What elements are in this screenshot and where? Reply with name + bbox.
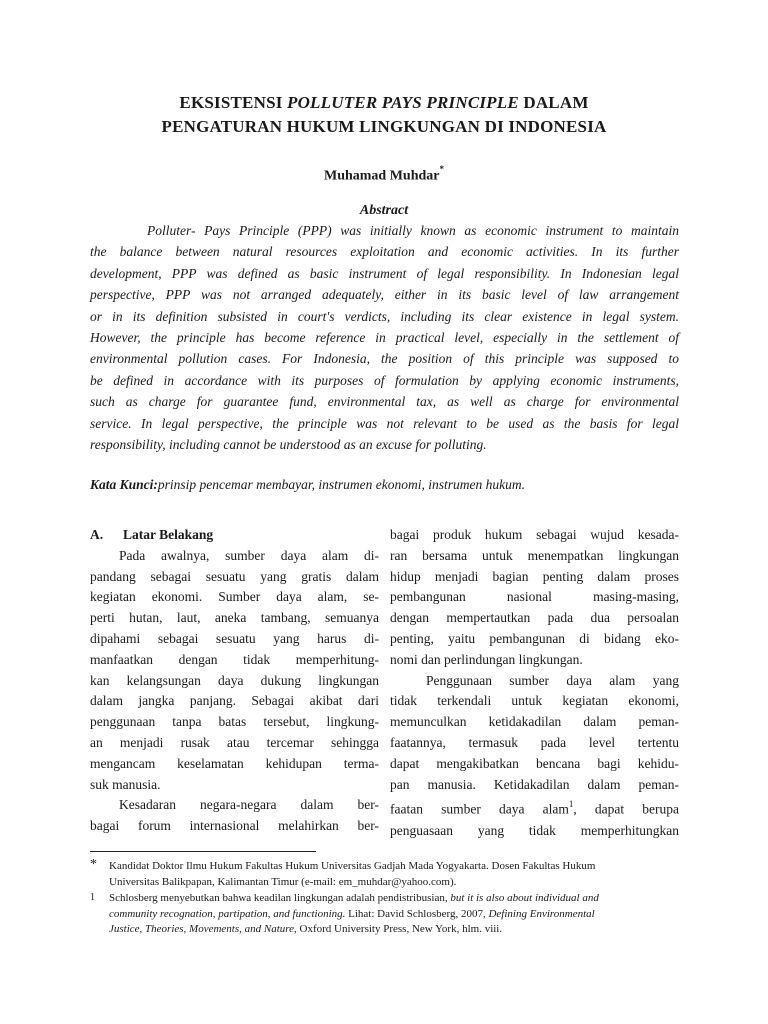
author-footnote-mark: * xyxy=(439,164,445,174)
body-line: perti hutan, laut, aneka tambang, semuanya xyxy=(90,610,379,626)
section-heading xyxy=(90,525,379,546)
title-line-1: EKSISTENSI POLLUTER PAYS PRINCIPLE DALAM xyxy=(179,93,589,112)
title-italic-term: POLLUTER PAYS PRINCIPLE xyxy=(286,93,519,112)
body-line: dapat mengakibatkan bencana bagi kehidu- xyxy=(390,755,679,771)
body-line: faatan sumber daya alam$^1$, dapat berupa xyxy=(390,799,680,817)
abstract-line: environmental pollution cases. For Indonesia, the position of this principle was supposed to xyxy=(90,351,679,367)
body-line: bagai forum internasional melahirkan ber- xyxy=(90,818,379,834)
abstract-line: the balance between natural resources exploitation and economic activities. In its further xyxy=(90,244,679,260)
abstract-line: perspective, PPP was not arranged adequately, either in its basic level of law arrangement xyxy=(90,287,679,303)
keywords xyxy=(90,474,679,495)
abstract-line: development, PPP was defined as basic instrument of legal responsibility. In Indonesian legal xyxy=(90,265,679,281)
author-name: Muhamad Muhdar* xyxy=(323,164,445,184)
keywords-label: Kata Kunci: xyxy=(90,477,158,492)
left-column xyxy=(90,525,379,837)
footnote-divider xyxy=(90,851,316,852)
body-line: penting, yaitu pembangunan di bidang eko- xyxy=(390,630,679,646)
body-line: Kesadaran negara-negara dalam ber- xyxy=(119,797,379,813)
abstract-line: However, the principle has become reference in practical level, especially in the settlement of xyxy=(90,330,679,346)
title-line-2: PENGATURAN HUKUM LINGKUNGAN DI INDONESIA xyxy=(161,117,607,136)
body-line: pandang sebagai sesuatu yang gratis dalam xyxy=(90,568,379,584)
body-line: bagai produk hukum sebagai wujud kesada- xyxy=(390,527,679,542)
footnote-1: 1 Schlosberg menyebutkan bahwa keadilan lingkungan adalah pendistribusian, but it is also about individual and community recognation, partipation, and functioning. Lihat: David Schlosberg, 2007, Defining Environmental Justice, Theories, Movements, and Nature, Oxford University Press, New York, hlm. viii. xyxy=(90,892,599,936)
body-line: an menjadi rusak atau tercemar sehingga xyxy=(90,734,379,750)
paper-title xyxy=(80,91,688,139)
body-line: pembangunan nasional masing-masing, xyxy=(390,589,679,605)
footnote-ref-1[interactable]: 1 xyxy=(568,799,574,810)
abstract-heading: Abstract xyxy=(359,203,409,218)
abstract-line: be defined in accordance with its purposes of formulation by applying economic instruments, xyxy=(90,372,679,388)
footnote-author: * Kandidat Doktor Ilmu Hukum Fakultas Hukum Universitas Gadjah Mada Yogyakarta. Dosen Fakultas Hukum Universitas Balikpapan, Kalimantan Timur (e-mail: em_muhdar@yahoo.com). xyxy=(90,857,596,888)
section-title: Latar Belakang xyxy=(123,527,214,542)
body-line: manfaatkan dengan tidak memperhitung- xyxy=(90,651,379,667)
right-column xyxy=(390,525,679,841)
body-line: penguasaan yang tidak memperhitungkan xyxy=(390,822,679,838)
body-line: dalam jangka panjang. Sebagai akibat dari xyxy=(90,693,379,709)
body-line: Penggunaan sumber daya alam yang xyxy=(426,672,679,688)
body-line: kegiatan ekonomi. Sumber daya alam, se- xyxy=(90,589,379,605)
footnote-mark: 1 xyxy=(90,892,95,904)
section-number: A. xyxy=(90,527,104,542)
body-line: memunculkan ketidakadilan dalam peman- xyxy=(390,714,679,730)
footnote-mark: * xyxy=(90,857,97,872)
body-line: dipahami sebagai sesuatu yang harus di- xyxy=(90,630,379,646)
body-line: tidak terkendali untuk kegiatan ekonomi, xyxy=(390,693,679,709)
body-line: kan kelangsungan daya dukung lingkungan xyxy=(90,672,379,688)
body-line: suk manusia. xyxy=(90,776,161,792)
keywords-text: prinsip pencemar membayar, instrumen ekonomi, instrumen hukum. xyxy=(157,477,525,492)
body-line: Pada awalnya, sumber daya alam di- xyxy=(119,547,379,563)
body-line: penggunaan tanpa batas tersebut, lingkung- xyxy=(90,714,379,730)
body-line: faatannya, termasuk pada level tertentu xyxy=(390,734,679,750)
abstract-line: such as charge for guarantee fund, environmental tax, as well as charge for environmental xyxy=(90,394,679,410)
body-line: nomi dan perlindungan lingkungan. xyxy=(390,651,583,667)
abstract-body xyxy=(90,220,679,455)
abstract-line: or in its definition subsisted in court's verdicts, including its clear existence in legal system. xyxy=(90,308,679,324)
body-line: dengan mempertautkan pada dua persoalan xyxy=(390,610,679,626)
body-line: hidup menjadi bagian penting dalam proses xyxy=(390,568,679,584)
body-line: mengancam keselamatan kehidupan terma- xyxy=(90,755,379,771)
body-line: pan manusia. Ketidakadilan dalam peman- xyxy=(390,776,679,792)
abstract-line: responsibility, including cannot be understood as an excuse for polluting. xyxy=(90,437,487,453)
body-line: ran bersama untuk menempatkan lingkungan xyxy=(390,547,679,563)
footnotes xyxy=(90,859,680,939)
abstract-line: service. In legal perspective, the principle was not relevant to be used as the basis for legal xyxy=(90,415,679,431)
abstract-line: Polluter- Pays Principle (PPP) was initially known as economic instrument to maintain xyxy=(147,223,679,238)
